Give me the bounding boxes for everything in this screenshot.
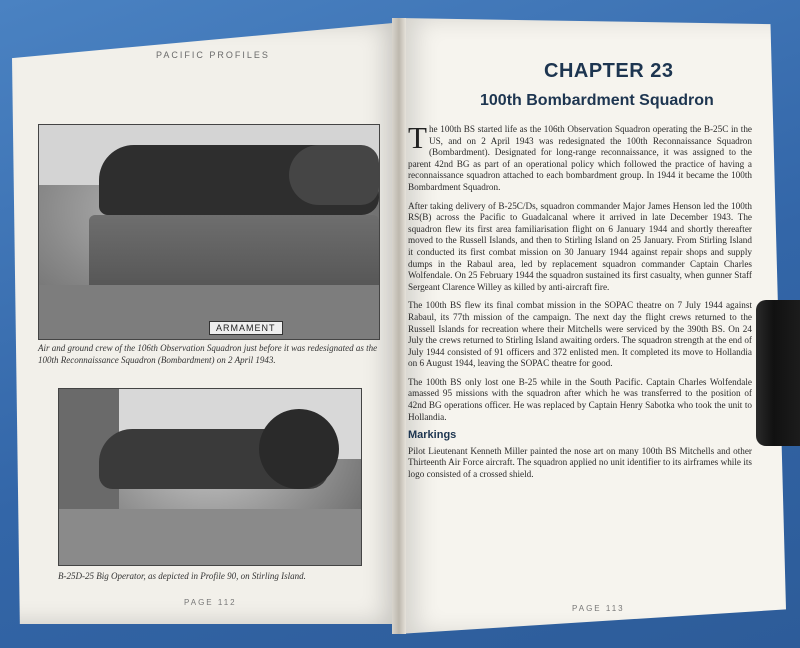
chapter-body (408, 120, 752, 488)
chapter-number: CHAPTER 23 (544, 60, 674, 82)
page-number-left: PAGE 112 (184, 598, 237, 607)
page-clip (756, 300, 800, 446)
paragraph-2: After taking delivery of B-25C/Ds, squadron commander Major James Henson led the 100th RS(B) across the Pacific to Guadalcanal where it arrived in late December 1943. The squadron flew its first area familiarisation flight on 6 January 1944 and shortly thereafter moved to the Russell Islands, and then to Stirling Island on 25 January. From Stirling Island it conducted its first combat mission on 30 January 1944 against repair shops and supply dumps in the Rabaul area, led by replacement squadron commander Captain Charles Wolfendale. On 25 February 1944 the squadron sustained its first casualty, when gunner Staff Sergeant Clarence Willey as killed by anti-aircraft fire. (408, 200, 752, 292)
drop-cap: T (408, 120, 427, 155)
chapter-title: 100th Bombardment Squadron (480, 92, 714, 109)
crew-photo (38, 124, 380, 340)
paragraph-3: The 100th BS flew its final combat mission in the SOPAC theatre on 7 July 1944 against Rabaul, its 77th mission of the campaign. The next day the flight crews returned to the Russell Islands for recreation where their Mitchells were serviced by the 390th BS. On 24 July the crews returned to Stirling Island awaiting orders. The squadron strength at the end of July 1944 consisted of 91 officers and 372 enlisted men. It completed its move to Hollandia on 6 August 1944, leaving the SOPAC theatre for good. (408, 300, 752, 369)
photo2-caption: B-25D-25 Big Operator, as depicted in Profile 90, on Stirling Island. (58, 571, 306, 581)
page-number-right: PAGE 113 (572, 604, 625, 613)
paragraph-5: Pilot Lieutenant Kenneth Miller painted the nose art on many 100th BS Mitchells and other Thirteenth Air Force aircraft. The squadron applied no unit identifier to its airframes while its logo consisted of a crossed shield. (408, 445, 752, 480)
photo1-caption: Air and ground crew of the 106th Observation Squadron just before it was redesignated as the 100th Reconnaissance Squadron (Bombardment) on 2 April 1943. (38, 343, 378, 365)
aircraft-photo (58, 388, 362, 566)
paragraph-4: The 100th BS only lost one B-25 while in the South Pacific. Captain Charles Wolfendale amassed 95 missions with the squadron after which he was transferred to the position of 42nd BG operations officer. He was replaced by Captain Henry Sabotka who took the unit to Hollandia. (408, 376, 752, 422)
armament-sign: ARMAMENT (209, 321, 283, 335)
book-spine (392, 18, 406, 634)
markings-heading: Markings (408, 429, 457, 442)
running-head: PACIFIC PROFILES (156, 50, 270, 60)
paragraph-1: The 100th BS started life as the 106th Observation Squadron operating the B-25C in the US, and on 2 April 1943 was redesignated the 100th Reconnaissance Squadron (Bombardment). Designated for long-range reconnaissance, it was assigned to the parent 42nd BG as part of an operational policy which followed the practice of having a reconnaissance squadron attached to each bombardment group. In 1944 it became the 100th Bombardment Squadron. (408, 120, 752, 192)
